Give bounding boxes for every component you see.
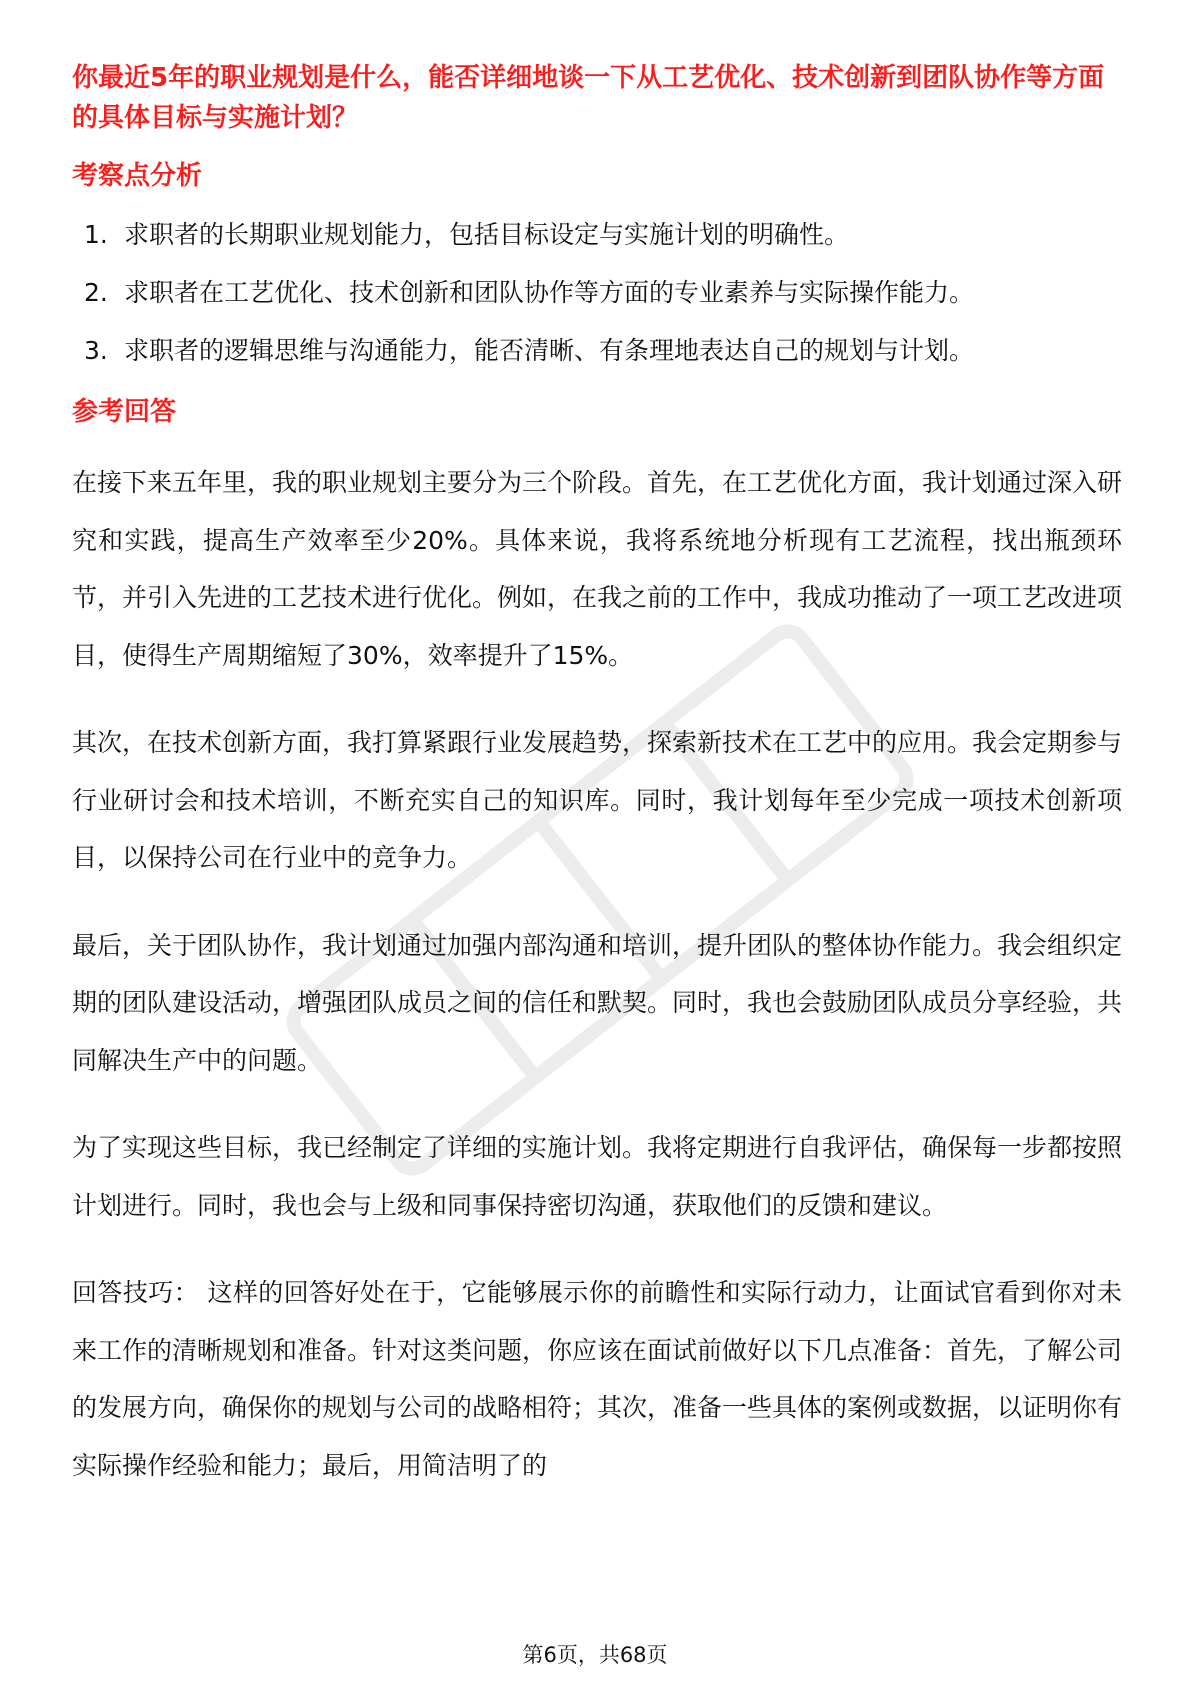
analysis-heading: 考察点分析	[72, 161, 203, 191]
list-item	[72, 334, 1122, 368]
answer-paragraph: 其次，在技术创新方面，我打算紧跟行业发展趋势，探索新技术在工艺中的应用。我会定期参与行业研讨会和技术培训，不断充实自己的知识库。同时，我计划每年至少完成一项技术创新项目，以保持公司在行业中的竞争力。	[72, 728, 1123, 872]
answer-body	[72, 454, 1122, 1494]
analysis-points-list	[72, 218, 1122, 368]
list-item-text: 求职者在工艺优化、技术创新和团队协作等方面的专业素养与实际操作能力。	[124, 278, 975, 307]
answer-heading: 参考回答	[72, 397, 177, 427]
list-item-number: 2.	[84, 278, 108, 307]
answer-paragraph: 最后，关于团队协作，我计划通过加强内部沟通和培训，提升团队的整体协作能力。我会组织定期的团队建设活动，增强团队成员之间的信任和默契。同时，我也会鼓励团队成员分享经验，共同解决生产中的问题。	[72, 930, 1123, 1075]
question-title: 你最近5年的职业规划是什么，能否详细地谈一下从工艺优化、技术创新到团队协作等方面的具体目标与实施计划？	[72, 63, 1105, 133]
list-item	[72, 218, 1122, 252]
page-number: 第6页，共68页	[516, 1643, 673, 1667]
list-item-number: 3.	[84, 336, 108, 365]
answer-tip: 回答技巧： 这样的回答好处在于，它能够展示你的前瞻性和实际行动力，让面试官看到你对未来工作的清晰规划和准备。针对这类问题，你应该在面试前做好以下几点准备：首先，了解公司的发展方向，确保你的规划与公司的战略相符；其次，准备一些具体的案例或数据，以证明你有实际操作经验和能力；最后，用简洁明了的	[72, 1278, 1122, 1480]
page-footer	[0, 1640, 1190, 1670]
answer-paragraph: 为了实现这些目标，我已经制定了详细的实施计划。我将定期进行自我评估，确保每一步都按照计划进行。同时，我也会与上级和同事保持密切沟通，获取他们的反馈和建议。	[72, 1133, 1123, 1220]
list-item-text: 求职者的长期职业规划能力，包括目标设定与实施计划的明确性。	[124, 220, 850, 249]
answer-paragraph: 在接下来五年里，我的职业规划主要分为三个阶段。首先，在工艺优化方面，我计划通过深入研究和实践，提高生产效率至少20%。具体来说，我将系统地分析现有工艺流程，找出瓶颈环节，并引入先进的工艺技术进行优化。例如，在我之前的工作中，我成功推动了一项工艺改进项目，使得生产周期缩短了30%，效率提升了15%。	[72, 468, 1123, 670]
document-page	[72, 58, 1122, 1494]
list-item	[72, 276, 1122, 310]
list-item-text: 求职者的逻辑思维与沟通能力，能否清晰、有条理地表达自己的规划与计划。	[124, 336, 975, 365]
list-item-number: 1.	[84, 220, 108, 249]
